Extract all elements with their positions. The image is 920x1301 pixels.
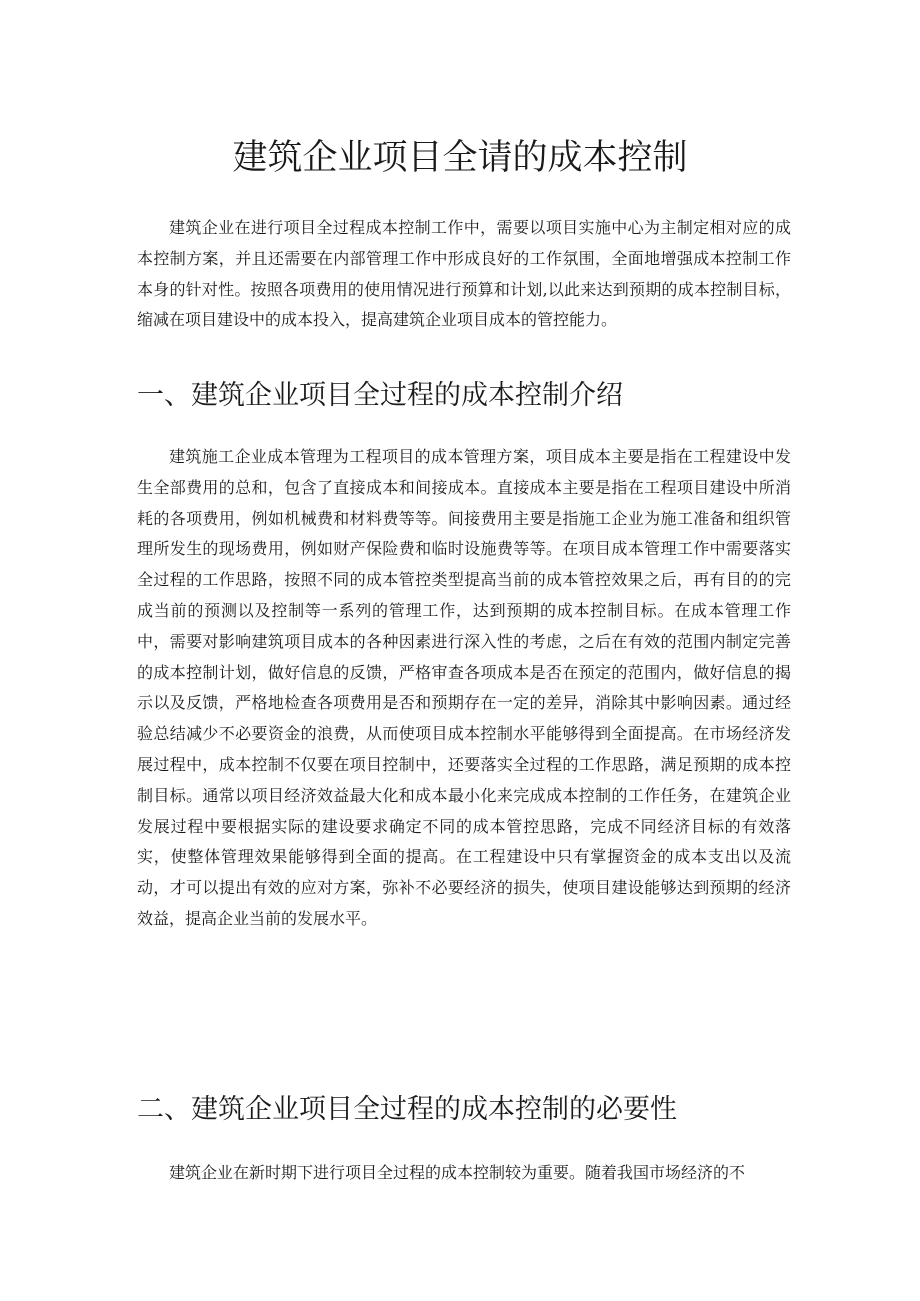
section-heading-2: 二、建筑企业项目全过程的成本控制的必要性 — [137, 1094, 677, 1125]
paragraph-intro: 建筑企业在进行项目全过程成本控制工作中，需要以项目实施中心为主制定相对应的成本控制方案，并且还需要在内部管理工作中形成良好的工作氛围，全面地增强成本控制工作本身的针对性。按照各项费用的使用情况进行预算和计划,以此来达到预期的成本控制目标，缩减在项目建设中的成本投入，提高建筑企业项目成本的管控能力。 — [137, 218, 791, 330]
paragraph-section-1: 建筑施工企业成本管理为工程项目的成本管理方案，项目成本主要是指在工程建设中发生全部费用的总和，包含了直接成本和间接成本。直接成本主要是指在工程项目建设中所消耗的各项费用，例如机械费和材料费等等。间接费用主要是指施工企业为施工准备和组织管理所发生的现场费用，例如财产保险费和临时设施费等等。在项目成本管理工作中需要落实全过程的工作思路，按照不同的成本管控类型提高当前的成本管控效果之后，再有目的的完成当前的预测以及控制等一系列的管理工作，达到预期的成本控制目标。在成本管理工作中，需要对影响建筑项目成本的各种因素进行深入性的考虑，之后在有效的范围内制定完善的成本控制计划，做好信息的反馈，严格审查各项成本是否在预定的范围内，做好信息的揭示以及反馈，严格地检查各项费用是否和预期存在一定的差异，消除其中影响因素。通过经验总结减少不必要资金的浪费，从而使项目成本控制水平能够得到全面提高。在市场经济发展过程中，成本控制不仅要在项目控制中，还要落实全过程的工作思路，满足预期的成本控制目标。通常以项目经济效益最大化和成本最小化来完成成本控制的工作任务，在建筑企业发展过程中要根据实际的建设要求确定不同的成本管控思路，完成不同经济目标的有效落实，使整体管理效果能够得到全面的提高。在工程建设中只有掌握资金的成本支出以及流动，才可以提出有效的应对方案，弥补不必要经济的损失，使项目建设能够达到预期的经济效益，提高企业当前的发展水平。 — [137, 447, 791, 928]
paragraph-section-2: 建筑企业在新时期下进行项目全过程的成本控制较为重要。随着我国市场经济的不 — [169, 1163, 746, 1182]
section-heading-1: 一、建筑企业项目全过程的成本控制介绍 — [137, 380, 623, 411]
document-title: 建筑企业项目全请的成本控制 — [232, 138, 688, 178]
